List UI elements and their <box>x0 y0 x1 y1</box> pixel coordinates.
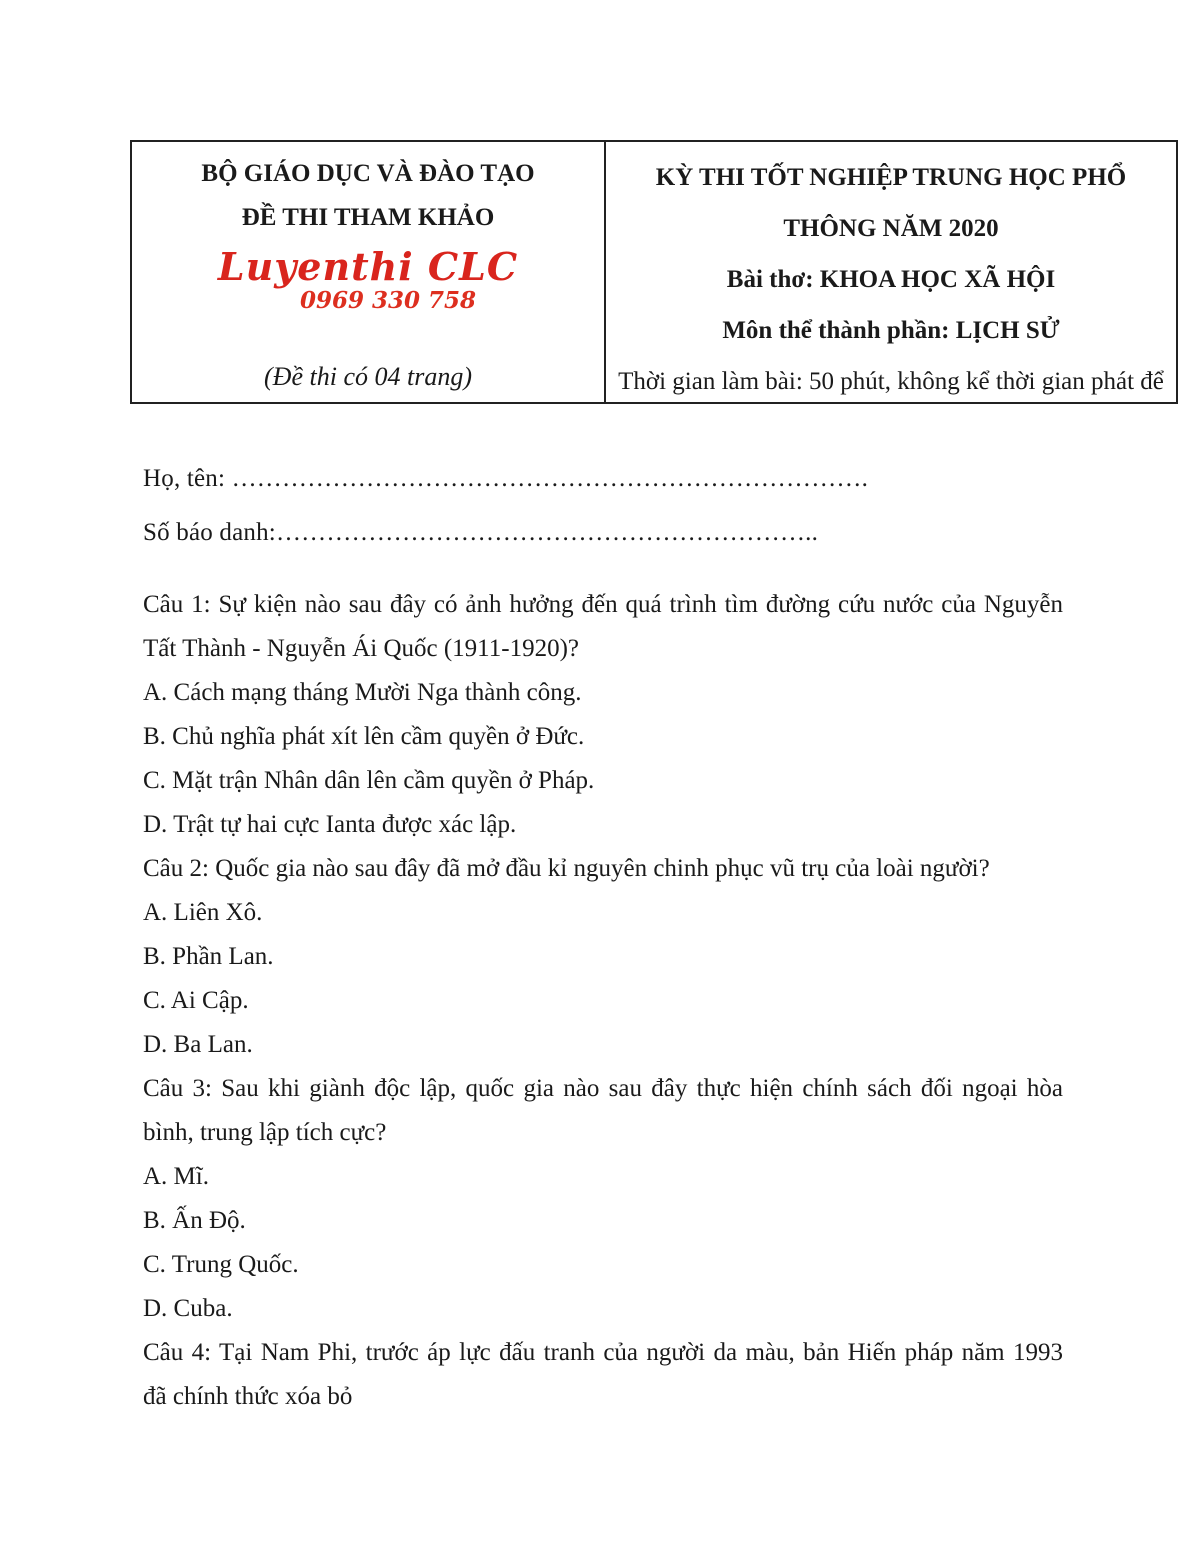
logo-phone-number: 0969 330 758 <box>299 287 477 314</box>
exam-type-title: ĐỀ THI THAM KHẢO <box>241 204 495 231</box>
question-body <box>143 583 1063 1419</box>
q1-stem-line-1: Câu 1: Sự kiện nào sau đây có ảnh hưởng đến quá trình tìm đường cứu nước của Nguyễn <box>143 591 1063 618</box>
q2-option-d: D. Ba Lan. <box>143 1031 253 1058</box>
q4-stem-line-2: đã chính thức xóa bỏ <box>143 1383 353 1410</box>
q3-stem-line-2: bình, trung lập tích cực? <box>143 1119 387 1146</box>
q4-stem-line-1: Câu 4: Tại Nam Phi, trước áp lực đấu tranh của người da màu, bản Hiến pháp năm 1993 <box>143 1339 1063 1366</box>
exam-title-line-1: KỲ THI TỐT NGHIỆP TRUNG HỌC PHỔ <box>655 164 1127 191</box>
student-info <box>143 452 1063 560</box>
q3-option-c: C. Trung Quốc. <box>143 1251 299 1278</box>
header-left-cell <box>132 142 606 402</box>
q1-option-c: C. Mặt trận Nhân dân lên cầm quyền ở Pháp. <box>143 767 595 794</box>
exam-duration: Thời gian làm bài: 50 phút, không kể thời gian phát để <box>618 368 1164 395</box>
q1-option-b: B. Chủ nghĩa phát xít lên cầm quyền ở Đức. <box>143 723 585 750</box>
student-id-line: Số báo danh:……………………………………………………….. <box>143 519 819 546</box>
exam-title-line-2: THÔNG NĂM 2020 <box>783 215 999 242</box>
q2-option-c: C. Ai Cập. <box>143 987 249 1014</box>
q3-option-d: D. Cuba. <box>143 1295 233 1322</box>
ministry-title: BỘ GIÁO DỤC VÀ ĐÀO TẠO <box>201 160 535 187</box>
q3-option-a: A. Mĩ. <box>143 1163 209 1190</box>
luyenthi-clc-logo: Luyenthi CLC <box>217 244 519 289</box>
exam-subject-component: Môn thể thành phần: LỊCH SỬ <box>722 317 1060 344</box>
header-right-cell <box>606 142 1176 402</box>
exam-subject-group: Bài thơ: KHOA HỌC XÃ HỘI <box>726 266 1056 293</box>
q3-option-b: B. Ấn Độ. <box>143 1207 246 1234</box>
q1-stem-line-2: Tất Thành - Nguyễn Ái Quốc (1911-1920)? <box>143 635 579 662</box>
student-name-line: Họ, tên: …………………………………………………………………. <box>143 465 869 492</box>
header-table <box>130 140 1178 404</box>
q1-option-a: A. Cách mạng tháng Mười Nga thành công. <box>143 679 582 706</box>
q2-option-b: B. Phần Lan. <box>143 943 274 970</box>
q1-option-d: D. Trật tự hai cực Ianta được xác lập. <box>143 811 517 838</box>
page-count-note: (Đề thi có 04 trang) <box>264 362 472 391</box>
q2-stem: Câu 2: Quốc gia nào sau đây đã mở đầu kỉ nguyên chinh phục vũ trụ của loài người? <box>143 855 990 882</box>
q3-stem-line-1: Câu 3: Sau khi giành độc lập, quốc gia nào sau đây thực hiện chính sách đối ngoại hòa <box>143 1075 1063 1102</box>
q2-option-a: A. Liên Xô. <box>143 899 263 926</box>
